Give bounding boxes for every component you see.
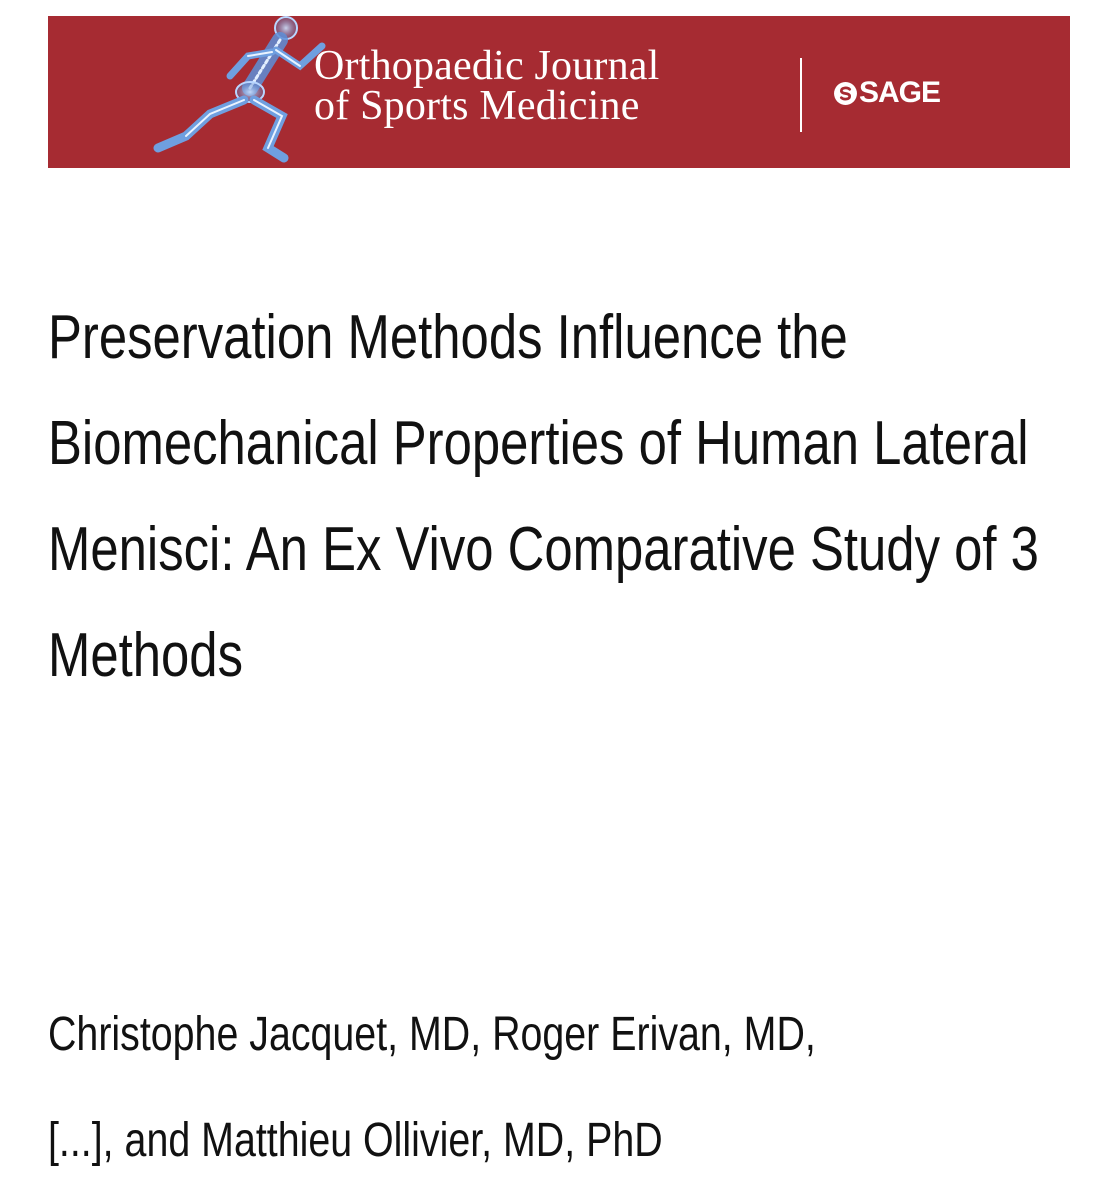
journal-name-line-1: Orthopaedic Journal (314, 43, 660, 89)
journal-name (314, 43, 660, 129)
journal-banner[interactable] (48, 16, 1070, 168)
publisher-name: SAGE (859, 76, 941, 109)
journal-name-line-2: of Sports Medicine (314, 83, 640, 129)
sage-logo-icon (833, 81, 858, 106)
authors-line-1[interactable]: Christophe Jacquet, MD, Roger Erivan, MD, (48, 1008, 816, 1061)
publisher-logo (833, 76, 940, 110)
runner-skeleton-icon (100, 16, 350, 168)
article-authors (48, 982, 1073, 1194)
authors-line-2[interactable]: [...], and Matthieu Ollivier, MD, PhD (48, 1114, 663, 1167)
article-title[interactable]: Preservation Methods Influence the Biomechanical Properties of Human Lateral Menisci: An Ex Vivo Comparative Study of 3 Methods (48, 303, 1039, 690)
banner-divider (800, 58, 802, 132)
